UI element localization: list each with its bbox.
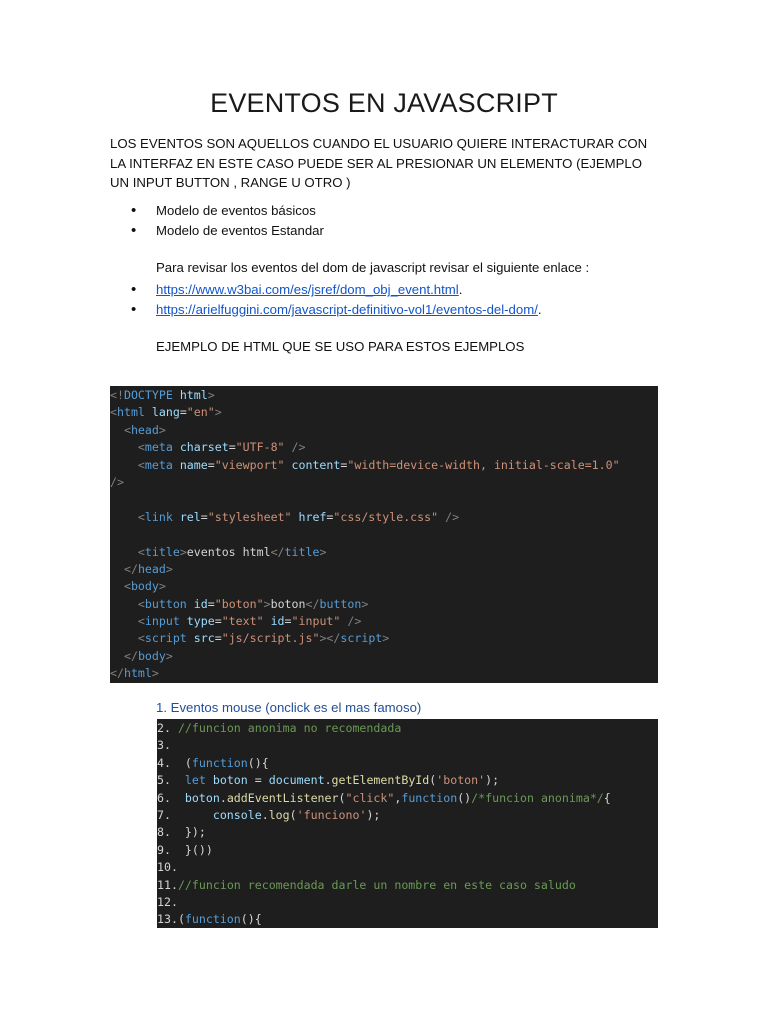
code-token: addEventListener — [226, 790, 339, 805]
code-token — [173, 388, 180, 402]
code-token: link — [144, 509, 173, 524]
code-token: boton — [184, 790, 220, 805]
code-token: /> — [291, 440, 306, 455]
code-token: type — [186, 614, 215, 629]
code-token: = — [340, 457, 348, 472]
code-token: ); — [485, 773, 500, 788]
code-token: < — [123, 422, 131, 437]
code-token — [110, 458, 138, 472]
code-token: "UTF-8" — [235, 440, 285, 455]
code-token: /> — [347, 614, 362, 629]
code-token: 'boton' — [436, 773, 486, 788]
code-token: eventos html — [186, 544, 271, 559]
code-token: body — [130, 579, 159, 594]
code-token: > — [207, 388, 215, 402]
code-token — [110, 440, 138, 454]
intro-paragraph: LOS EVENTOS SON AQUELLOS CUANDO EL USUARIO QUIERE INTERACTURAR CON LA INTERFAZ EN ESTE CASO PUEDE SER AL PRESIONAR UN ELEMENTO (EJEMPLO UN INPUT BUTTON , RANGE U OTRO ) — [110, 136, 648, 190]
code-token: charset — [179, 440, 229, 455]
code-token: = — [326, 509, 334, 524]
html-code-block — [110, 386, 658, 683]
code-token: = — [207, 596, 215, 611]
code-token: //funcion recomendada darle un nombre en este caso saludo — [177, 877, 576, 892]
code-token: </ — [305, 596, 320, 611]
reference-intro-text: Para revisar los eventos del dom de javascript revisar el siguiente enlace : — [156, 260, 590, 275]
code-token: { — [603, 790, 611, 805]
code-token: > — [319, 544, 327, 559]
code-line — [157, 737, 658, 754]
code-token: > — [151, 666, 159, 681]
code-token: </ — [270, 544, 285, 559]
code-token: > — [165, 561, 173, 576]
code-token: > — [214, 405, 222, 420]
code-line — [157, 842, 658, 859]
code-token: function — [191, 755, 248, 770]
code-token: 6. — [157, 790, 185, 805]
code-token: , — [394, 790, 402, 805]
code-token: > — [158, 422, 166, 437]
code-token: head — [130, 422, 159, 437]
code-line — [110, 665, 658, 682]
code-token: 9. }()) — [157, 842, 213, 857]
code-line — [157, 859, 658, 876]
code-token — [110, 579, 124, 593]
code-token: < — [137, 440, 145, 455]
code-token: > — [263, 596, 271, 611]
code-token: html — [123, 666, 152, 681]
code-token: ( — [289, 807, 297, 822]
code-line — [157, 894, 658, 911]
code-token: /> — [110, 474, 124, 489]
code-token: html — [179, 388, 208, 402]
link-period: . — [458, 282, 463, 297]
code-token: (){ — [247, 755, 269, 770]
code-token: function — [184, 912, 241, 927]
code-token — [180, 614, 187, 628]
code-token: src — [193, 631, 215, 646]
code-token: "en" — [186, 405, 215, 420]
code-token: ( — [338, 790, 346, 805]
code-line — [110, 422, 658, 439]
code-token: < — [110, 405, 117, 420]
code-token: "viewport" — [214, 457, 285, 472]
code-token: 12. — [157, 894, 178, 909]
code-token: head — [137, 561, 166, 576]
code-token: ></ — [319, 631, 341, 646]
code-token — [110, 562, 124, 576]
code-token — [292, 510, 299, 524]
code-token: = — [284, 614, 292, 629]
code-token: 11. — [157, 877, 178, 892]
code-token: html — [116, 405, 145, 420]
code-token: > — [179, 544, 187, 559]
code-line — [157, 755, 658, 772]
code-token: meta — [144, 457, 173, 472]
code-token: < — [137, 509, 145, 524]
code-token — [285, 458, 292, 472]
code-token — [110, 631, 138, 645]
code-token: 8. }); — [157, 825, 206, 840]
code-line — [157, 877, 658, 894]
code-token — [173, 440, 180, 454]
code-token: . — [261, 807, 269, 822]
code-token — [206, 773, 213, 787]
code-token: button — [144, 596, 187, 611]
code-token: let — [184, 773, 206, 788]
code-token: "input" — [291, 614, 341, 629]
code-token: () — [457, 790, 472, 805]
code-token: <! — [110, 388, 124, 402]
code-token — [110, 597, 138, 611]
code-token: id — [193, 596, 208, 611]
code-token: log — [268, 807, 290, 822]
code-line — [110, 630, 658, 647]
code-token — [110, 545, 138, 559]
code-token: rel — [179, 509, 201, 524]
code-token: script — [144, 631, 187, 646]
event-models-list — [110, 201, 324, 241]
code-token: = — [247, 773, 269, 788]
arielfuggini-link[interactable]: https://arielfuggini.com/javascript-definitivo-vol1/eventos-del-dom/ — [156, 302, 538, 317]
link-period: . — [537, 302, 542, 317]
list-item — [110, 280, 542, 300]
html-example-heading: EJEMPLO DE HTML QUE SE USO PARA ESTOS EJEMPLOS — [156, 339, 525, 354]
code-token: > — [361, 596, 369, 611]
code-token: = — [214, 631, 222, 646]
code-line — [110, 474, 658, 491]
code-token: . — [219, 790, 227, 805]
code-token: = — [200, 509, 208, 524]
code-token — [285, 440, 292, 454]
code-token: lang — [151, 405, 180, 420]
code-token: console — [212, 807, 262, 822]
code-token: = — [179, 405, 187, 420]
code-token — [145, 405, 152, 419]
code-line — [157, 807, 658, 824]
code-line — [110, 404, 658, 421]
code-token: 3. — [157, 738, 171, 753]
list-item: • Modelo de eventos Estandar — [110, 221, 324, 241]
code-token: = — [207, 457, 215, 472]
code-line — [110, 526, 658, 543]
code-token: < — [137, 631, 145, 646]
code-line — [110, 509, 658, 526]
code-token: "click" — [345, 790, 395, 805]
w3bai-link[interactable]: https://www.w3bai.com/es/jsref/dom_obj_event.html — [156, 282, 459, 297]
code-token: title — [284, 544, 320, 559]
code-line — [110, 544, 658, 561]
code-token: < — [137, 544, 145, 559]
code-line — [110, 596, 658, 613]
code-token — [264, 614, 271, 628]
code-token: script — [340, 631, 383, 646]
code-token: id — [270, 614, 285, 629]
code-line — [110, 648, 658, 665]
code-token: button — [319, 596, 362, 611]
document-title: EVENTOS EN JAVASCRIPT — [210, 88, 558, 118]
code-token: </ — [110, 666, 124, 681]
code-token: meta — [144, 440, 173, 455]
code-token: > — [158, 579, 166, 594]
code-token — [173, 458, 180, 472]
code-token: 10. — [157, 860, 178, 875]
code-token: "css/style.css" — [333, 509, 439, 524]
code-token — [173, 510, 180, 524]
code-token — [187, 597, 194, 611]
code-token: "width=device-width, initial-scale=1.0" — [347, 457, 620, 472]
code-token: name — [179, 457, 208, 472]
code-token: "js/script.js" — [221, 631, 320, 646]
code-token: < — [137, 457, 145, 472]
code-line — [110, 613, 658, 630]
code-token: 7. — [157, 807, 213, 822]
js-code-block — [157, 719, 658, 928]
code-token: < — [137, 614, 145, 629]
code-token: 5. — [157, 773, 185, 788]
code-token — [187, 631, 194, 645]
code-token: content — [291, 457, 341, 472]
code-token: 'funciono' — [296, 807, 367, 822]
code-token: //funcion anonima no recomendada — [177, 721, 402, 735]
code-token: function — [401, 790, 458, 805]
code-line — [110, 561, 658, 578]
code-token — [110, 423, 124, 437]
numbered-section-title: 1. Eventos mouse (onclick es el mas famoso) — [156, 700, 422, 715]
code-token: href — [298, 509, 327, 524]
code-token: < — [123, 579, 131, 594]
code-token: boton — [270, 596, 306, 611]
code-line — [110, 439, 658, 456]
code-token: (){ — [240, 912, 262, 927]
code-token: < — [137, 596, 145, 611]
list-item — [110, 300, 542, 320]
code-token: getElementById — [331, 773, 430, 788]
code-token: . — [324, 773, 332, 788]
code-token — [110, 614, 138, 628]
code-line — [157, 790, 658, 807]
code-token: > — [165, 648, 173, 663]
code-line — [110, 457, 658, 474]
code-line — [157, 824, 658, 841]
code-token: "boton" — [214, 596, 264, 611]
code-token: 13.( — [157, 912, 185, 927]
code-token: /> — [445, 509, 460, 524]
code-token — [110, 510, 138, 524]
code-token: 4. ( — [157, 755, 192, 770]
code-line — [110, 491, 658, 508]
code-token: DOCTYPE — [123, 388, 173, 402]
code-token — [110, 649, 124, 663]
code-token: > — [382, 631, 390, 646]
code-token: /*funcion anonima*/ — [471, 790, 604, 805]
code-token: </ — [123, 561, 138, 576]
code-line — [157, 772, 658, 789]
code-token: "stylesheet" — [207, 509, 292, 524]
code-line — [110, 387, 658, 404]
code-token: ); — [366, 807, 381, 822]
code-token: title — [144, 544, 180, 559]
code-token: boton — [212, 773, 248, 788]
code-token: ( — [429, 773, 437, 788]
code-token: </ — [123, 648, 138, 663]
code-line — [157, 911, 658, 928]
code-token: 2. — [157, 721, 178, 735]
reference-links-list — [110, 280, 542, 320]
code-token: document — [268, 773, 325, 788]
code-line — [157, 720, 658, 737]
list-item: • Modelo de eventos básicos — [110, 201, 324, 221]
code-token: body — [137, 648, 166, 663]
code-token: = — [214, 614, 222, 629]
code-token: input — [144, 614, 180, 629]
code-token: "text" — [221, 614, 264, 629]
code-line — [110, 578, 658, 595]
code-token: = — [228, 440, 236, 455]
